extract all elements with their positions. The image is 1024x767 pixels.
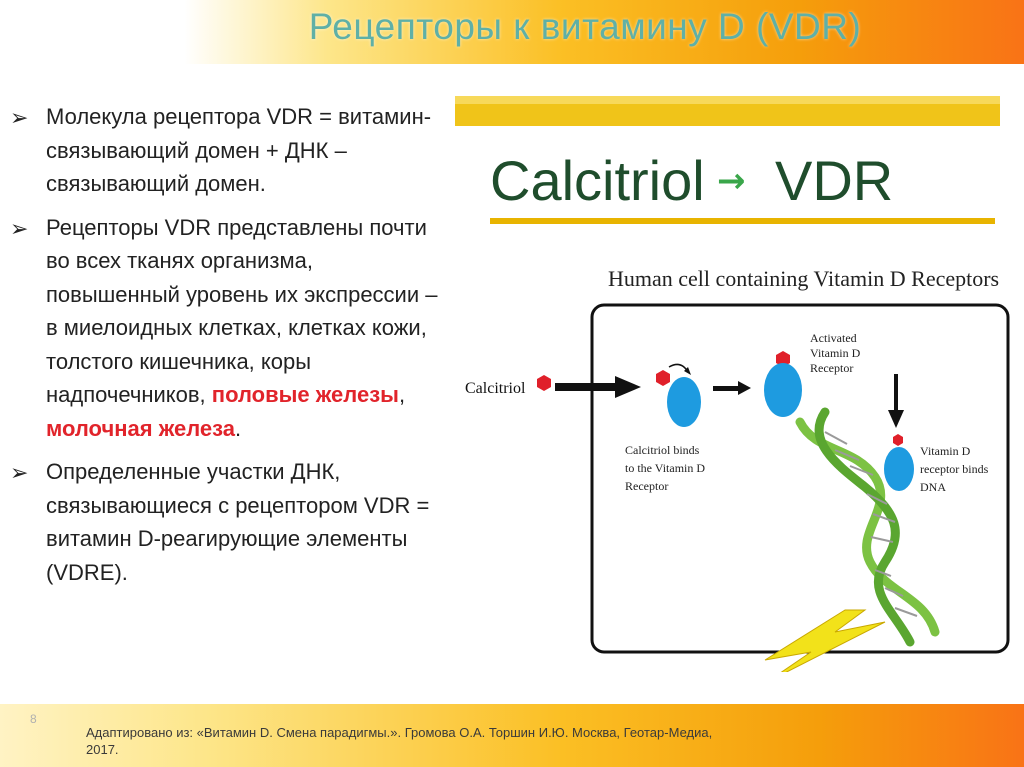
bullet-arrow-icon: ➢ (10, 460, 29, 485)
page-number: 8 (30, 712, 37, 726)
receptor-icon (764, 363, 802, 417)
receptor-icon (667, 377, 701, 427)
bullet-text: Молекула рецептора VDR = витамин-связывающий домен + ДНК – связывающий домен. (46, 104, 432, 196)
highlight-mammary-gland: молочная железа (46, 415, 236, 441)
bullet-item-vdr-tissues (10, 211, 450, 446)
bullet-item-vdre (10, 455, 450, 589)
calcitriol-binds-label: Calcitriol binds to the Vitamin D Receptor (625, 443, 706, 493)
entry-arrow-shaft (555, 383, 615, 391)
receptor-binds-dna-label: Vitamin D receptor binds DNA (920, 444, 989, 494)
activated-receptor-label: Activated Vitamin D Receptor (810, 331, 861, 375)
calcitriol-vdr-figure (455, 92, 1015, 672)
calcitriol-label: Calcitriol (465, 380, 526, 397)
figure-header-vdr: VDR (775, 149, 894, 212)
bullet-list (10, 100, 450, 599)
bullet-text: Рецепторы VDR представлены почти во всех тканях организма, повышенный уровень их экспрессии – в миелоидных клетках, клетках кожи, толстого кишечника, коры надпочечников, (46, 214, 438, 407)
slide-title: Рецепторы к витамину D (VDR) (308, 6, 862, 47)
bullet-arrow-icon: ➢ (10, 215, 29, 241)
figure-header-calcitriol: Calcitriol (490, 149, 705, 212)
bullet-text: Определенные участки ДНК, связывающиеся с рецептором VDR = витамин D-реагирующие элементы (VDRE). (46, 459, 430, 585)
bullet-separator: , (398, 382, 406, 407)
figure-header-underline (490, 218, 995, 224)
receptor-icon (884, 447, 914, 491)
bullet-item-vdr-molecule (10, 100, 450, 201)
highlight-gonads: половые железы (211, 382, 399, 407)
transition-arrow-shaft (713, 386, 738, 391)
figure-top-bar-highlight (455, 96, 1000, 104)
calcitriol-hexagon-icon (537, 375, 551, 391)
bullet-arrow-icon: ➢ (10, 105, 29, 130)
bullet-end: . (235, 415, 242, 441)
citation: Адаптировано из: «Витамин D. Смена парадигмы.». Громова О.А. Торшин И.Ю. Москва, Геотар-Медиа, 2017. (86, 725, 713, 757)
figure-subtitle: Human cell containing Vitamin D Receptors (608, 266, 1000, 291)
bind-arrow-shaft (894, 374, 898, 414)
figure-header-arrow: → (717, 161, 746, 201)
